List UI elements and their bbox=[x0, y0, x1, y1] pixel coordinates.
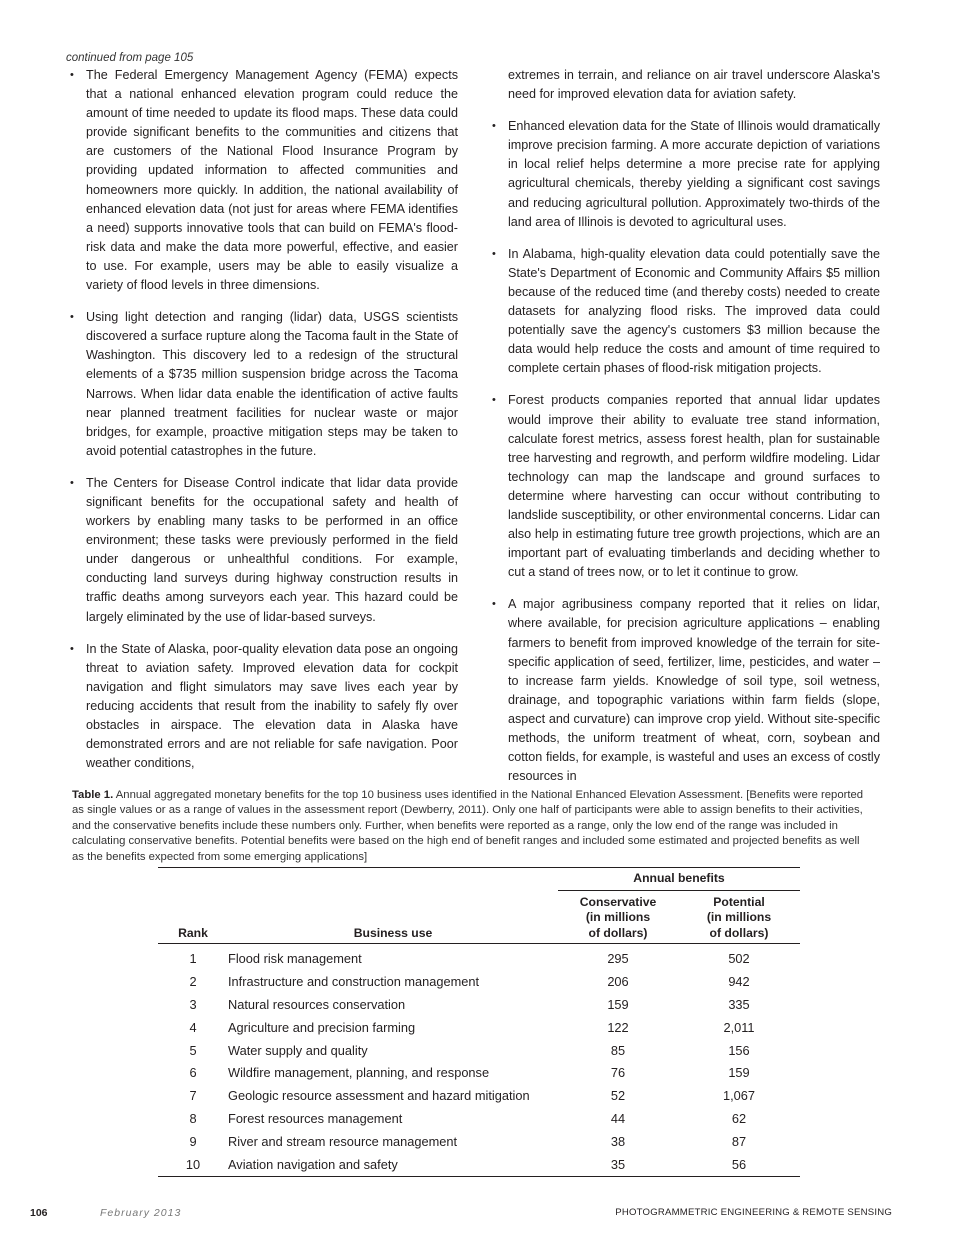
bullet-paragraph: • In the State of Alaska, poor-quality elevation data pose an ongoing threat to aviation safety. Improved elevation data for cockpit navigation and flight simulators may save lives each year by reducing accidents that result from the inability to safely fly over obstacles in airspace. The elevation data in Alaska have demonstrated errors and are not reliable for safe navigation. Poor weather conditions, bbox=[68, 640, 458, 774]
rank-cell: 7 bbox=[189, 1088, 197, 1104]
conservative-cell: 206 bbox=[607, 973, 629, 989]
business-use-cell: River and stream resource management bbox=[228, 1134, 458, 1150]
potential-header-line: (in millions bbox=[706, 910, 772, 924]
bullet-paragraph: • In Alabama, high-quality elevation data could potentially save the State's Department of Economic and Community Affairs $5 million because of the reduced time (and thereby costs) needed to create datasets for analyzing flood risks. The improved data could potentially save the agency's customers $3 million because the data would help reduce the costs and amount of time required to complete certain phases of flood-risk mitigation projects. bbox=[490, 245, 880, 379]
potential-cell: 62 bbox=[731, 1111, 747, 1127]
potential-cell: 502 bbox=[728, 950, 750, 966]
left-column bbox=[68, 66, 458, 786]
table-group-header-row bbox=[158, 868, 800, 891]
rank-cell: 9 bbox=[189, 1134, 197, 1150]
conservative-header-line: of dollars) bbox=[588, 925, 648, 940]
potential-header-line: of dollars) bbox=[709, 925, 769, 940]
business-use-header: Business use bbox=[228, 890, 558, 944]
business-use-cell: Forest resources management bbox=[228, 1111, 403, 1127]
table-caption-text: Annual aggregated monetary benefits for the top 10 business uses identified in the National Enhanced Elevation Assessment. [Benefits were reported as single values or as a range of values in the assessment report (Dewberry, 2011). Only one half of participants were able to assign benefits to their activities, and the conservative benefits include these numbers only. Further, when benefits were reported as a range, only the low end of the range was included in calculating conservative benefits. Potential benefits were based on the high end of benefit ranges and included some estimated and projected benefits as well as the benefits expected from some emerging applications] bbox=[72, 789, 864, 863]
table-row bbox=[158, 993, 800, 1016]
table-column-header-row bbox=[158, 890, 800, 944]
potential-header bbox=[678, 890, 800, 944]
journal-name: PHOTOGRAMMETRIC ENGINEERING & REMOTE SENSING bbox=[615, 1207, 892, 1218]
conservative-cell: 52 bbox=[610, 1088, 626, 1104]
table-row bbox=[158, 1153, 800, 1176]
table-row bbox=[158, 1107, 800, 1130]
conservative-header-line: Conservative bbox=[579, 894, 657, 909]
table-row bbox=[158, 1016, 800, 1039]
conservative-cell: 38 bbox=[610, 1134, 626, 1150]
business-use-cell: Geologic resource assessment and hazard mitigation bbox=[228, 1088, 530, 1104]
bullet-paragraph: • The Centers for Disease Control indicate that lidar data provide significant benefits for the occupational safety and health of workers by enabling many tasks to be performed in an office environment; these tasks were previously performed in the field under dangerous or unhealthful conditions. For example, conducting land surveys during highway construction results in traffic deaths among surveyors each year. This hazard could be largely eliminated by the use of lidar-based surveys. bbox=[68, 474, 458, 627]
conservative-cell: 159 bbox=[607, 996, 629, 1012]
right-column bbox=[490, 66, 880, 799]
potential-cell: 335 bbox=[728, 996, 750, 1012]
business-use-cell: Flood risk management bbox=[228, 950, 362, 966]
rank-cell: 8 bbox=[189, 1111, 197, 1127]
conservative-cell: 122 bbox=[607, 1019, 629, 1035]
potential-cell: 1,067 bbox=[722, 1088, 756, 1104]
business-use-cell: Water supply and quality bbox=[228, 1042, 368, 1058]
conservative-cell: 76 bbox=[610, 1065, 626, 1081]
continued-from-label: continued from page 105 bbox=[66, 52, 194, 64]
conservative-cell: 85 bbox=[610, 1042, 626, 1058]
potential-cell: 156 bbox=[728, 1042, 750, 1058]
rank-cell: 6 bbox=[189, 1065, 197, 1081]
bullet-paragraph: • Using light detection and ranging (lidar) data, USGS scientists discovered a surface rupture along the Tacoma fault in the State of Washington. This discovery led to a redesign of the structural elements of a $735 million suspension bridge across the Tacoma Narrows. When lidar data enable the identification of active faults near planned treatment facilities for nuclear waste or major bridges, for example, proactive mitigation steps may be taken to avoid potential catastrophes in the future. bbox=[68, 308, 458, 461]
annual-benefits-header: Annual benefits bbox=[558, 868, 800, 891]
rank-cell: 5 bbox=[189, 1042, 197, 1058]
table-caption-label: Table 1. bbox=[72, 789, 114, 801]
table-row bbox=[158, 970, 800, 993]
business-use-cell: Infrastructure and construction management bbox=[228, 973, 480, 989]
benefits-table-wrapper bbox=[158, 867, 800, 1177]
business-use-cell: Wildfire management, planning, and response bbox=[228, 1065, 490, 1081]
conservative-header-line: (in millions bbox=[585, 910, 651, 924]
potential-header-line: Potential bbox=[713, 894, 765, 909]
rank-cell: 2 bbox=[189, 973, 197, 989]
conservative-cell: 35 bbox=[558, 1153, 678, 1176]
table-row bbox=[158, 1039, 800, 1062]
benefits-table bbox=[158, 867, 800, 1177]
page-number: 106 bbox=[30, 1207, 48, 1219]
potential-cell: 942 bbox=[728, 973, 750, 989]
potential-cell: 87 bbox=[731, 1134, 747, 1150]
conservative-cell: 295 bbox=[607, 950, 629, 966]
potential-cell: 2,011 bbox=[723, 1019, 755, 1035]
table-row bbox=[158, 1061, 800, 1084]
business-use-cell: Natural resources conservation bbox=[228, 996, 406, 1012]
potential-cell: 159 bbox=[728, 1065, 750, 1081]
table-caption bbox=[72, 788, 872, 865]
potential-cell: 56 bbox=[678, 1153, 800, 1176]
rank-cell: 1 bbox=[189, 950, 197, 966]
bullet-paragraph: • Enhanced elevation data for the State of Illinois would dramatically improve precision farming. A more accurate depiction of variations in local relief helps determine a more precise rate for applying agricultural chemicals, thereby yielding a significant cost savings and reducing agricultural pollution. Approximately two-thirds of the land area of Illinois is devoted to agricultural uses. bbox=[490, 117, 880, 232]
issue-date: February 2013 bbox=[100, 1207, 182, 1219]
business-use-cell: Agriculture and precision farming bbox=[228, 1019, 416, 1035]
continued-paragraph: extremes in terrain, and reliance on air travel underscore Alaska's need for improved elevation data for aviation safety. bbox=[508, 68, 880, 102]
bullet-paragraph: • Forest products companies reported that annual lidar updates would improve their ability to evaluate tree stand information, calculate forest metrics, assess forest health, plan for sustainable tree harvesting and regrowth, and perform wildfire modeling. Lidar technology can map the landscape and ground surfaces to determine where harvesting can occur without contributing to landslide susceptibility, or other environmental concerns. Lidar can also help in estimating future tree growth projections, which are an important part of evaluating timberlands and deciding whether to cut a stand of trees now, or to let it continue to grow. bbox=[490, 391, 880, 582]
table-row bbox=[158, 1084, 800, 1107]
business-use-cell: Aviation navigation and safety bbox=[228, 1153, 558, 1176]
rank-cell: 10 bbox=[158, 1153, 228, 1176]
conservative-header bbox=[558, 890, 678, 944]
bullet-paragraph: • A major agribusiness company reported that it relies on lidar, where available, for precision agriculture applications – enabling farmers to benefit from improved knowledge of the terrain for site-specific application of seed, fertilizer, lime, pesticides, and water – to increase farm yields. Knowledge of soil type, soil wetness, drainage, and topographic variations within farm fields (slope, aspect and curvature) can improve crop yield. Without site-specific methods, the uniform treatment of wheat, corn, soybean and cotton fields, for example, is wasteful and uses an excess of costly resources in bbox=[490, 595, 880, 786]
rank-cell: 3 bbox=[189, 996, 197, 1012]
table-row bbox=[158, 1130, 800, 1153]
rank-cell: 4 bbox=[189, 1019, 197, 1035]
table-row bbox=[158, 944, 800, 970]
bullet-paragraph: • The Federal Emergency Management Agency (FEMA) expects that a national enhanced elevation program could reduce the amount of time needed to update its flood maps. These data could provide significant benefits to the communities and citizens that are customers of the National Flood Insurance Program by providing updated information to affected communities and homeowners more quickly. In addition, the national availability of enhanced elevation data (not just for areas where FEMA identifies a need) supports innovative tools that can build on FEMA's flood-risk data and make the data more powerful, effective, and easier to use. For example, users may be able to easily visualize a variety of flood levels in three dimensions. bbox=[68, 66, 458, 295]
conservative-cell: 44 bbox=[610, 1111, 626, 1127]
rank-header: Rank bbox=[158, 890, 228, 944]
